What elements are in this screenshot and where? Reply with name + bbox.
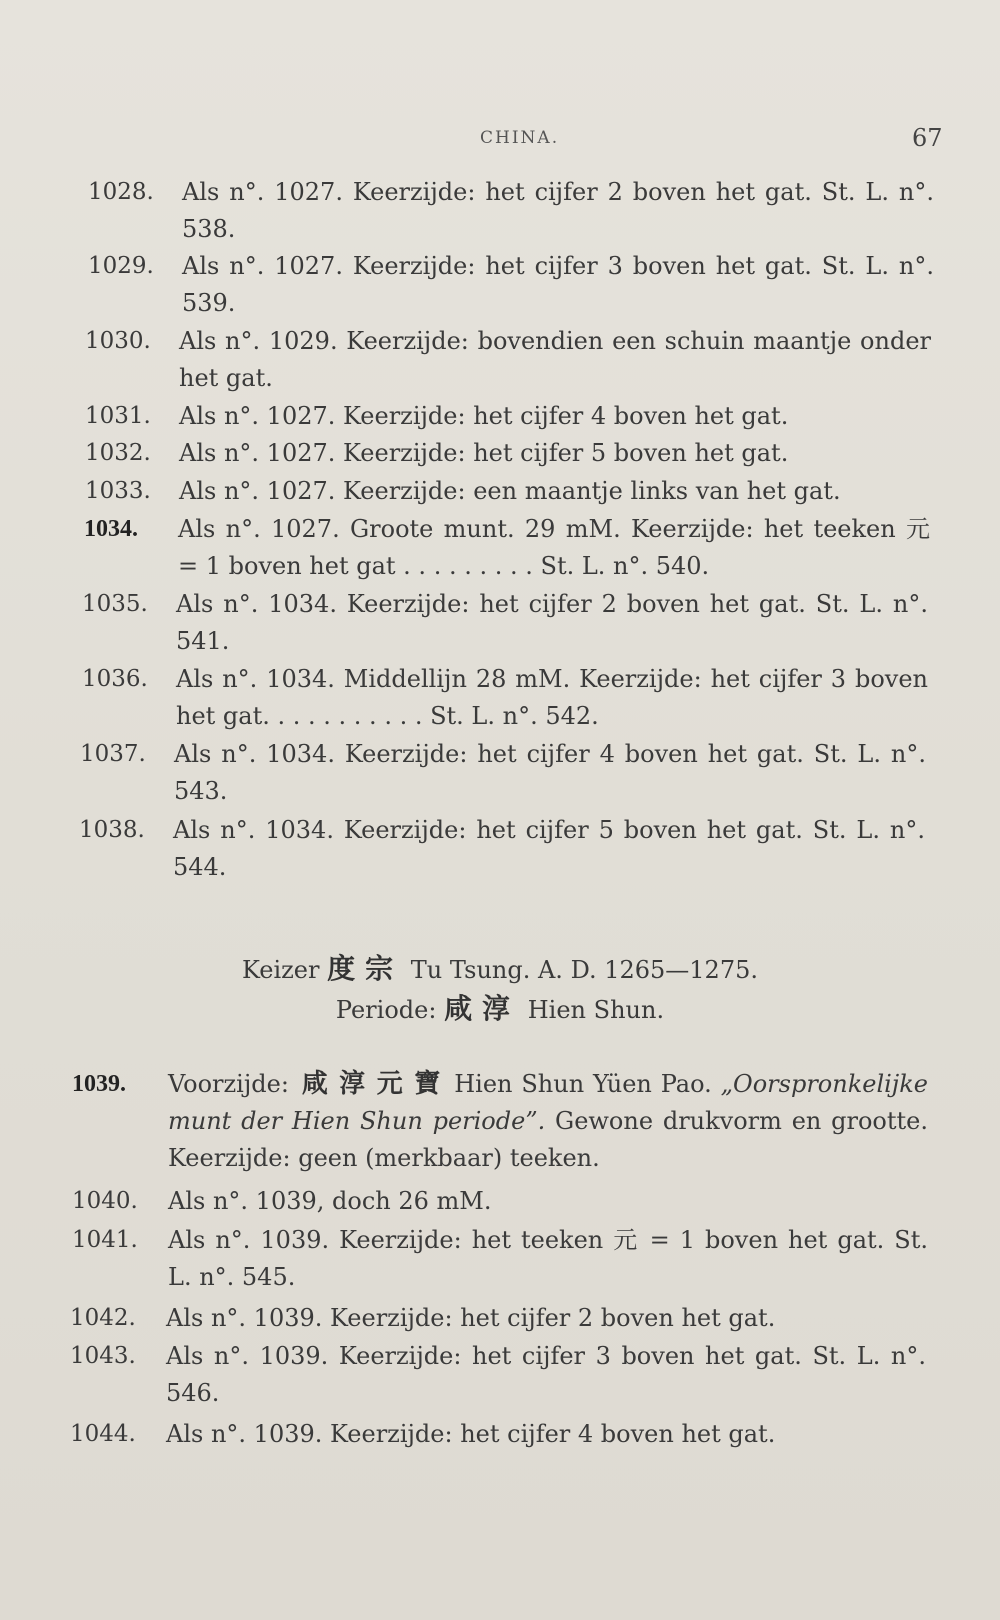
coin-characters: 咸 淳 元 寶 [301, 1069, 442, 1099]
entry-text: Als n°. 1027. Keerzijde: het cijfer 3 boven het gat. St. L. n°. 539. [182, 252, 934, 317]
entry-text: Als n°. 1034. Keerzijde: het cijfer 5 boven het gat. St. L. n°. 544. [173, 816, 925, 881]
entry-lead: Voorzijde: [168, 1070, 289, 1098]
entry-number: 1037. [80, 741, 146, 767]
entry-text: Als n°. 1039. Keerzijde: het teeken 元 = 1 boven het gat. St. L. n°. 545. [168, 1226, 928, 1291]
keizer-characters: 度宗 [327, 952, 404, 985]
entry-number: 1040. [72, 1188, 138, 1214]
entry-number: 1030. [85, 328, 151, 354]
entry-text: Als n°. 1027. Keerzijde: het cijfer 4 boven het gat. [179, 402, 789, 430]
entry-translation: „Oorspronkelijke munt der Hien Shun periode”. [168, 1070, 928, 1135]
page-header [0, 124, 1000, 158]
entry-number: 1029. [88, 253, 154, 279]
entry-number: 1042. [70, 1305, 136, 1331]
entry-number: 1035. [82, 591, 148, 617]
entry-number: 1041. [72, 1227, 138, 1253]
entry-text: Als n°. 1027. Groote munt. 29 mM. Keerzijde: het teeken 元 = 1 boven het gat . . . . . . . . . St. L. n°. 540. [178, 515, 930, 580]
entry-number: 1031. [85, 403, 151, 429]
periode-label: Periode: [335, 996, 437, 1024]
keizer-name: Tu Tsung. A. D. 1265—1275. [410, 956, 758, 984]
catalog-entry [82, 661, 932, 737]
section-periode [0, 990, 1000, 1029]
catalog-entry [79, 812, 929, 888]
entry-text: Als n°. 1039, doch 26 mM. [168, 1187, 492, 1215]
entry-number: 1039. [72, 1071, 126, 1097]
periode-name: Hien Shun. [527, 996, 665, 1024]
catalog-entry [70, 1300, 930, 1338]
entry-text: Als n°. 1027. Keerzijde: het cijfer 2 boven het gat. St. L. n°. 538. [182, 178, 934, 243]
catalog-entry [82, 586, 932, 662]
catalog-entry [72, 1222, 932, 1298]
catalog-entry [85, 398, 935, 436]
entry-romanization: Hien Shun Yüen Pao. [454, 1070, 712, 1098]
entry-text: Als n°. 1039. Keerzijde: het cijfer 3 boven het gat. St. L. n°. 546. [166, 1342, 926, 1407]
entry-number: 1034. [84, 516, 138, 542]
entry-number: 1043. [70, 1343, 136, 1369]
entry-text [168, 1066, 928, 1177]
running-head: CHINA. [480, 128, 560, 148]
page-number: 67 [912, 124, 943, 152]
catalog-entry [72, 1183, 932, 1221]
catalog-entry [80, 736, 930, 812]
section-keizer [0, 950, 1000, 989]
entry-text: Als n°. 1034. Keerzijde: het cijfer 4 boven het gat. St. L. n°. 543. [174, 740, 926, 805]
catalog-entry [84, 511, 934, 587]
entry-text: Als n°. 1034. Keerzijde: het cijfer 2 boven het gat. St. L. n°. 541. [176, 590, 928, 655]
entry-number: 1044. [70, 1421, 136, 1447]
periode-characters: 咸淳 [444, 992, 521, 1025]
catalog-entry [72, 1066, 932, 1180]
entry-number: 1028. [88, 179, 154, 205]
entry-number: 1036. [82, 666, 148, 692]
entry-text: Als n°. 1027. Keerzijde: het cijfer 5 boven het gat. [179, 439, 789, 467]
catalog-entry [70, 1416, 930, 1454]
entry-text: Als n°. 1029. Keerzijde: bovendien een schuin maantje onder het gat. [179, 327, 931, 392]
catalog-entry [88, 248, 938, 324]
entry-text: Als n°. 1034. Middellijn 28 mM. Keerzijde: het cijfer 3 boven het gat. . . . . . . . . . . St. L. n°. 542. [176, 665, 928, 730]
catalog-entry [85, 323, 935, 399]
entry-text: Als n°. 1039. Keerzijde: het cijfer 4 boven het gat. [166, 1420, 776, 1448]
entry-number: 1038. [79, 817, 145, 843]
entry-number: 1032. [85, 440, 151, 466]
catalog-entry [85, 473, 935, 511]
catalog-entry [70, 1338, 930, 1414]
entry-description: Gewone drukvorm en grootte. Keerzijde: geen (merkbaar) teeken. [168, 1107, 928, 1172]
entry-number: 1033. [85, 478, 151, 504]
catalog-entry [85, 435, 935, 473]
keizer-label: Keizer [241, 956, 320, 984]
entry-text: Als n°. 1039. Keerzijde: het cijfer 2 boven het gat. [166, 1304, 776, 1332]
entry-text: Als n°. 1027. Keerzijde: een maantje links van het gat. [179, 477, 841, 505]
catalog-entry [88, 174, 938, 250]
